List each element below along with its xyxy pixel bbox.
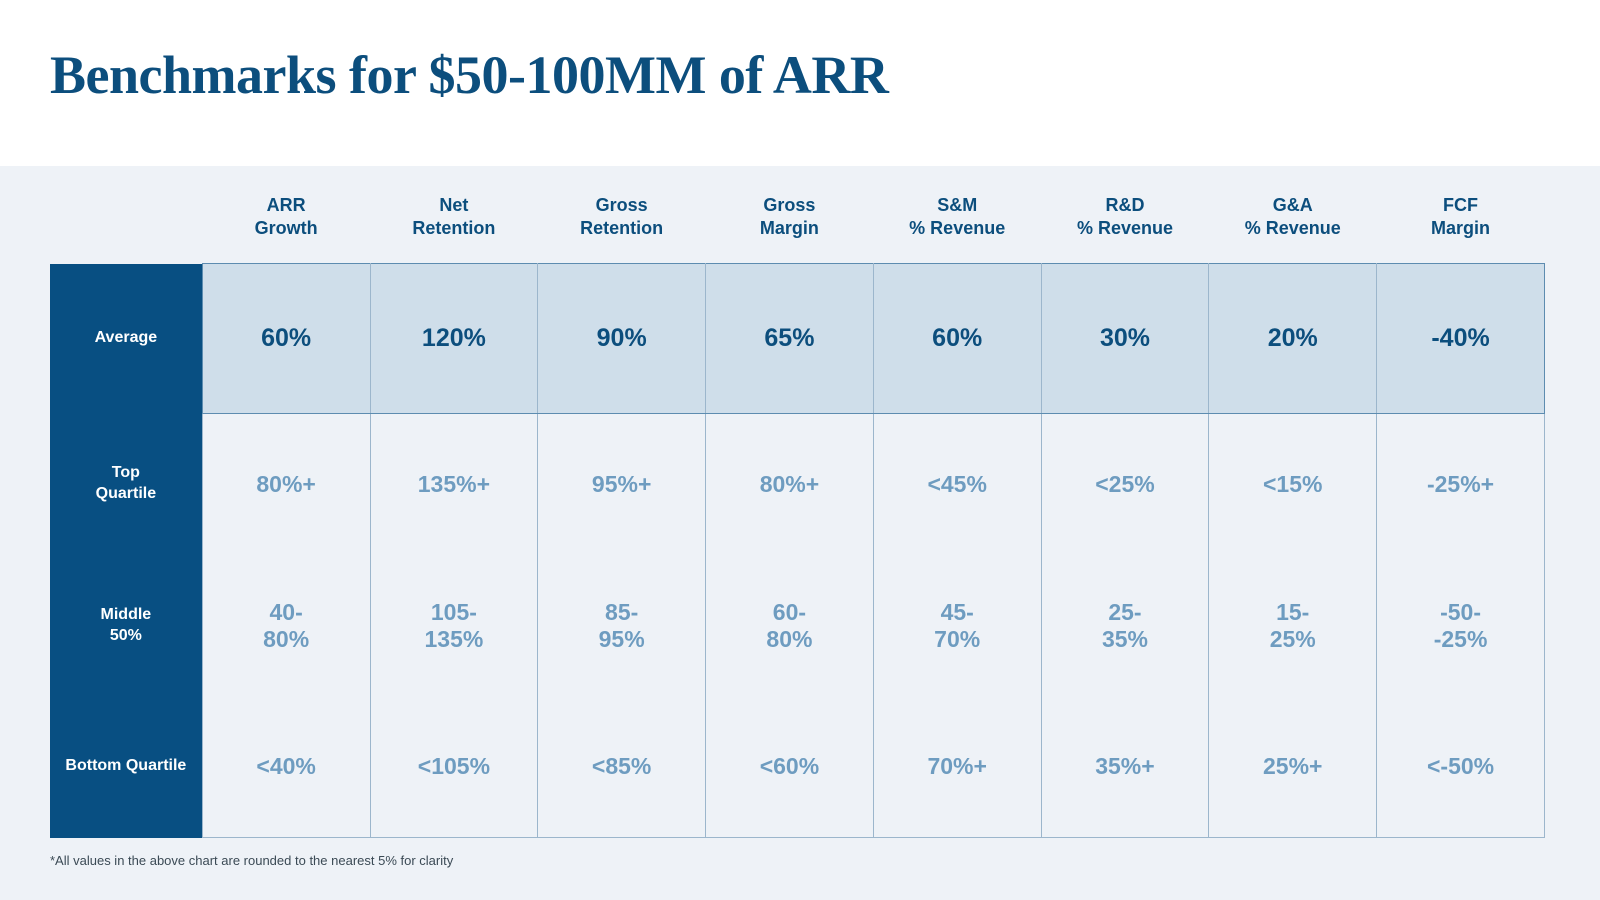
cell-value-line: <45% xyxy=(927,471,987,498)
cell-value-line: 95% xyxy=(598,625,645,652)
cell-middle-50-rd-percent-revenue xyxy=(1041,555,1209,696)
cell-value-line: 80%+ xyxy=(256,471,316,498)
column-header-line: ARR xyxy=(266,195,306,215)
cell-value-line: -25% xyxy=(1433,625,1488,652)
cell-value-line: 40- xyxy=(269,599,303,626)
cell-value-line: <105% xyxy=(417,753,491,780)
cell-middle-50-ga-percent-revenue xyxy=(1209,555,1377,696)
cell-bottom-quartile-sm-percent-revenue xyxy=(873,696,1041,838)
cell-middle-50-fcf-margin xyxy=(1377,555,1545,696)
cell-value-line: 95%+ xyxy=(591,471,652,498)
table-row xyxy=(50,696,1545,838)
cell-value-line: 60% xyxy=(261,324,312,352)
table-row xyxy=(50,414,1545,556)
cell-value-line: 85- xyxy=(605,599,639,626)
cell-value-line: 60% xyxy=(932,324,983,352)
column-header-line: Retention xyxy=(412,217,496,238)
column-header-fcf-margin xyxy=(1377,176,1545,264)
column-header-line: S&M xyxy=(937,195,978,215)
cell-average-fcf-margin xyxy=(1377,264,1545,414)
cell-value-line: 80%+ xyxy=(759,471,820,498)
cell-top-quartile-net-retention xyxy=(370,414,538,556)
cell-middle-50-sm-percent-revenue xyxy=(873,555,1041,696)
row-label-line: Bottom Quartile xyxy=(65,757,187,775)
cell-value-line: <25% xyxy=(1095,471,1155,498)
cell-top-quartile-arr-growth xyxy=(202,414,370,556)
column-header-line: G&A xyxy=(1272,195,1313,215)
table-row xyxy=(50,264,1545,414)
cell-value-line: 80% xyxy=(766,625,813,652)
page-title: Benchmarks for $50-100MM of ARR xyxy=(50,45,889,105)
cell-value-line: 90% xyxy=(596,324,647,352)
cell-value-line: 20% xyxy=(1267,324,1318,352)
row-label-line: Top xyxy=(111,464,140,482)
cell-top-quartile-sm-percent-revenue xyxy=(873,414,1041,556)
column-header-line: Net xyxy=(439,195,469,215)
cell-value-line: 65% xyxy=(764,324,815,352)
cell-value-line: -40% xyxy=(1431,324,1490,352)
cell-middle-50-net-retention xyxy=(370,555,538,696)
cell-value-line: 70% xyxy=(934,625,981,652)
cell-value-line: 25%+ xyxy=(1262,753,1323,780)
column-header-rd-percent-revenue xyxy=(1041,176,1209,264)
cell-top-quartile-gross-margin xyxy=(706,414,874,556)
cell-value-line: 35%+ xyxy=(1095,753,1155,780)
cell-average-gross-margin xyxy=(706,264,874,414)
cell-bottom-quartile-ga-percent-revenue xyxy=(1209,696,1377,838)
cell-value-line: <85% xyxy=(591,753,652,780)
column-header-ga-percent-revenue xyxy=(1209,176,1377,264)
row-label-line: Middle xyxy=(100,605,152,623)
cell-average-sm-percent-revenue xyxy=(873,264,1041,414)
column-header-line: FCF xyxy=(1443,195,1479,215)
cell-value-line: -25%+ xyxy=(1426,471,1495,498)
row-label-line: Quartile xyxy=(95,485,157,503)
cell-top-quartile-ga-percent-revenue xyxy=(1209,414,1377,556)
column-header-line: % Revenue xyxy=(909,217,1006,238)
cell-value-line: 135%+ xyxy=(417,471,491,498)
cell-value-line: 60- xyxy=(772,599,807,626)
benchmark-table-wrapper xyxy=(50,176,1545,838)
cell-value-line: 25- xyxy=(1108,599,1142,626)
table-row xyxy=(50,555,1545,696)
row-label-line: 50% xyxy=(109,626,142,644)
cell-value-line: 135% xyxy=(424,625,484,652)
column-header-line: Margin xyxy=(759,217,819,238)
cell-value-line: 70%+ xyxy=(927,753,987,780)
cell-value-line: 30% xyxy=(1099,324,1150,352)
cell-value-line: 105- xyxy=(430,599,477,626)
cell-bottom-quartile-rd-percent-revenue xyxy=(1041,696,1209,838)
column-header-arr-growth xyxy=(202,176,370,264)
benchmark-panel xyxy=(0,166,1600,900)
cell-average-net-retention xyxy=(370,264,538,414)
cell-bottom-quartile-gross-retention xyxy=(538,696,706,838)
cell-average-rd-percent-revenue xyxy=(1041,264,1209,414)
column-header-line: % Revenue xyxy=(1244,217,1341,238)
cell-value-line: 120% xyxy=(421,324,486,352)
row-label-middle-50 xyxy=(50,555,202,696)
table-header-row xyxy=(50,176,1545,264)
column-header-line: Gross xyxy=(763,195,816,215)
column-header-line: Growth xyxy=(254,217,318,238)
cell-value-line: <40% xyxy=(256,753,316,780)
cell-top-quartile-gross-retention xyxy=(538,414,706,556)
cell-top-quartile-rd-percent-revenue xyxy=(1041,414,1209,556)
column-header-line: Gross xyxy=(595,195,648,215)
cell-value-line: 80% xyxy=(263,625,310,652)
cell-average-gross-retention xyxy=(538,264,706,414)
cell-value-line: <15% xyxy=(1262,471,1323,498)
benchmark-table xyxy=(50,176,1545,838)
table-body xyxy=(50,264,1545,838)
cell-top-quartile-fcf-margin xyxy=(1377,414,1545,556)
cell-middle-50-gross-retention xyxy=(538,555,706,696)
column-header-sm-percent-revenue xyxy=(873,176,1041,264)
cell-value-line: -50- xyxy=(1440,599,1481,626)
column-header-line: % Revenue xyxy=(1076,217,1173,238)
footnote: *All values in the above chart are rounded to the nearest 5% for clarity xyxy=(50,853,454,868)
cell-average-ga-percent-revenue xyxy=(1209,264,1377,414)
column-header-gross-retention xyxy=(538,176,706,264)
row-label-top-quartile xyxy=(50,414,202,556)
table-header xyxy=(50,176,1545,264)
column-header-line: Retention xyxy=(580,217,664,238)
column-header-line: R&D xyxy=(1105,195,1145,215)
cell-bottom-quartile-fcf-margin xyxy=(1377,696,1545,838)
column-header-gross-margin xyxy=(706,176,874,264)
cell-value-line: 35% xyxy=(1101,625,1148,652)
column-header-net-retention xyxy=(370,176,538,264)
cell-average-arr-growth xyxy=(202,264,370,414)
cell-value-line: <60% xyxy=(759,753,820,780)
row-label-average xyxy=(50,264,202,414)
cell-bottom-quartile-net-retention xyxy=(370,696,538,838)
cell-value-line: <-50% xyxy=(1426,753,1495,780)
cell-middle-50-gross-margin xyxy=(706,555,874,696)
row-label-line: Average xyxy=(94,329,158,347)
column-header-line: Margin xyxy=(1431,217,1491,238)
cell-middle-50-arr-growth xyxy=(202,555,370,696)
cell-bottom-quartile-arr-growth xyxy=(202,696,370,838)
cell-value-line: 45- xyxy=(940,599,974,626)
row-label-bottom-quartile xyxy=(50,696,202,838)
cell-value-line: 15- xyxy=(1276,599,1310,626)
cell-value-line: 25% xyxy=(1269,625,1316,652)
table-corner-cell xyxy=(50,176,202,264)
cell-bottom-quartile-gross-margin xyxy=(706,696,874,838)
